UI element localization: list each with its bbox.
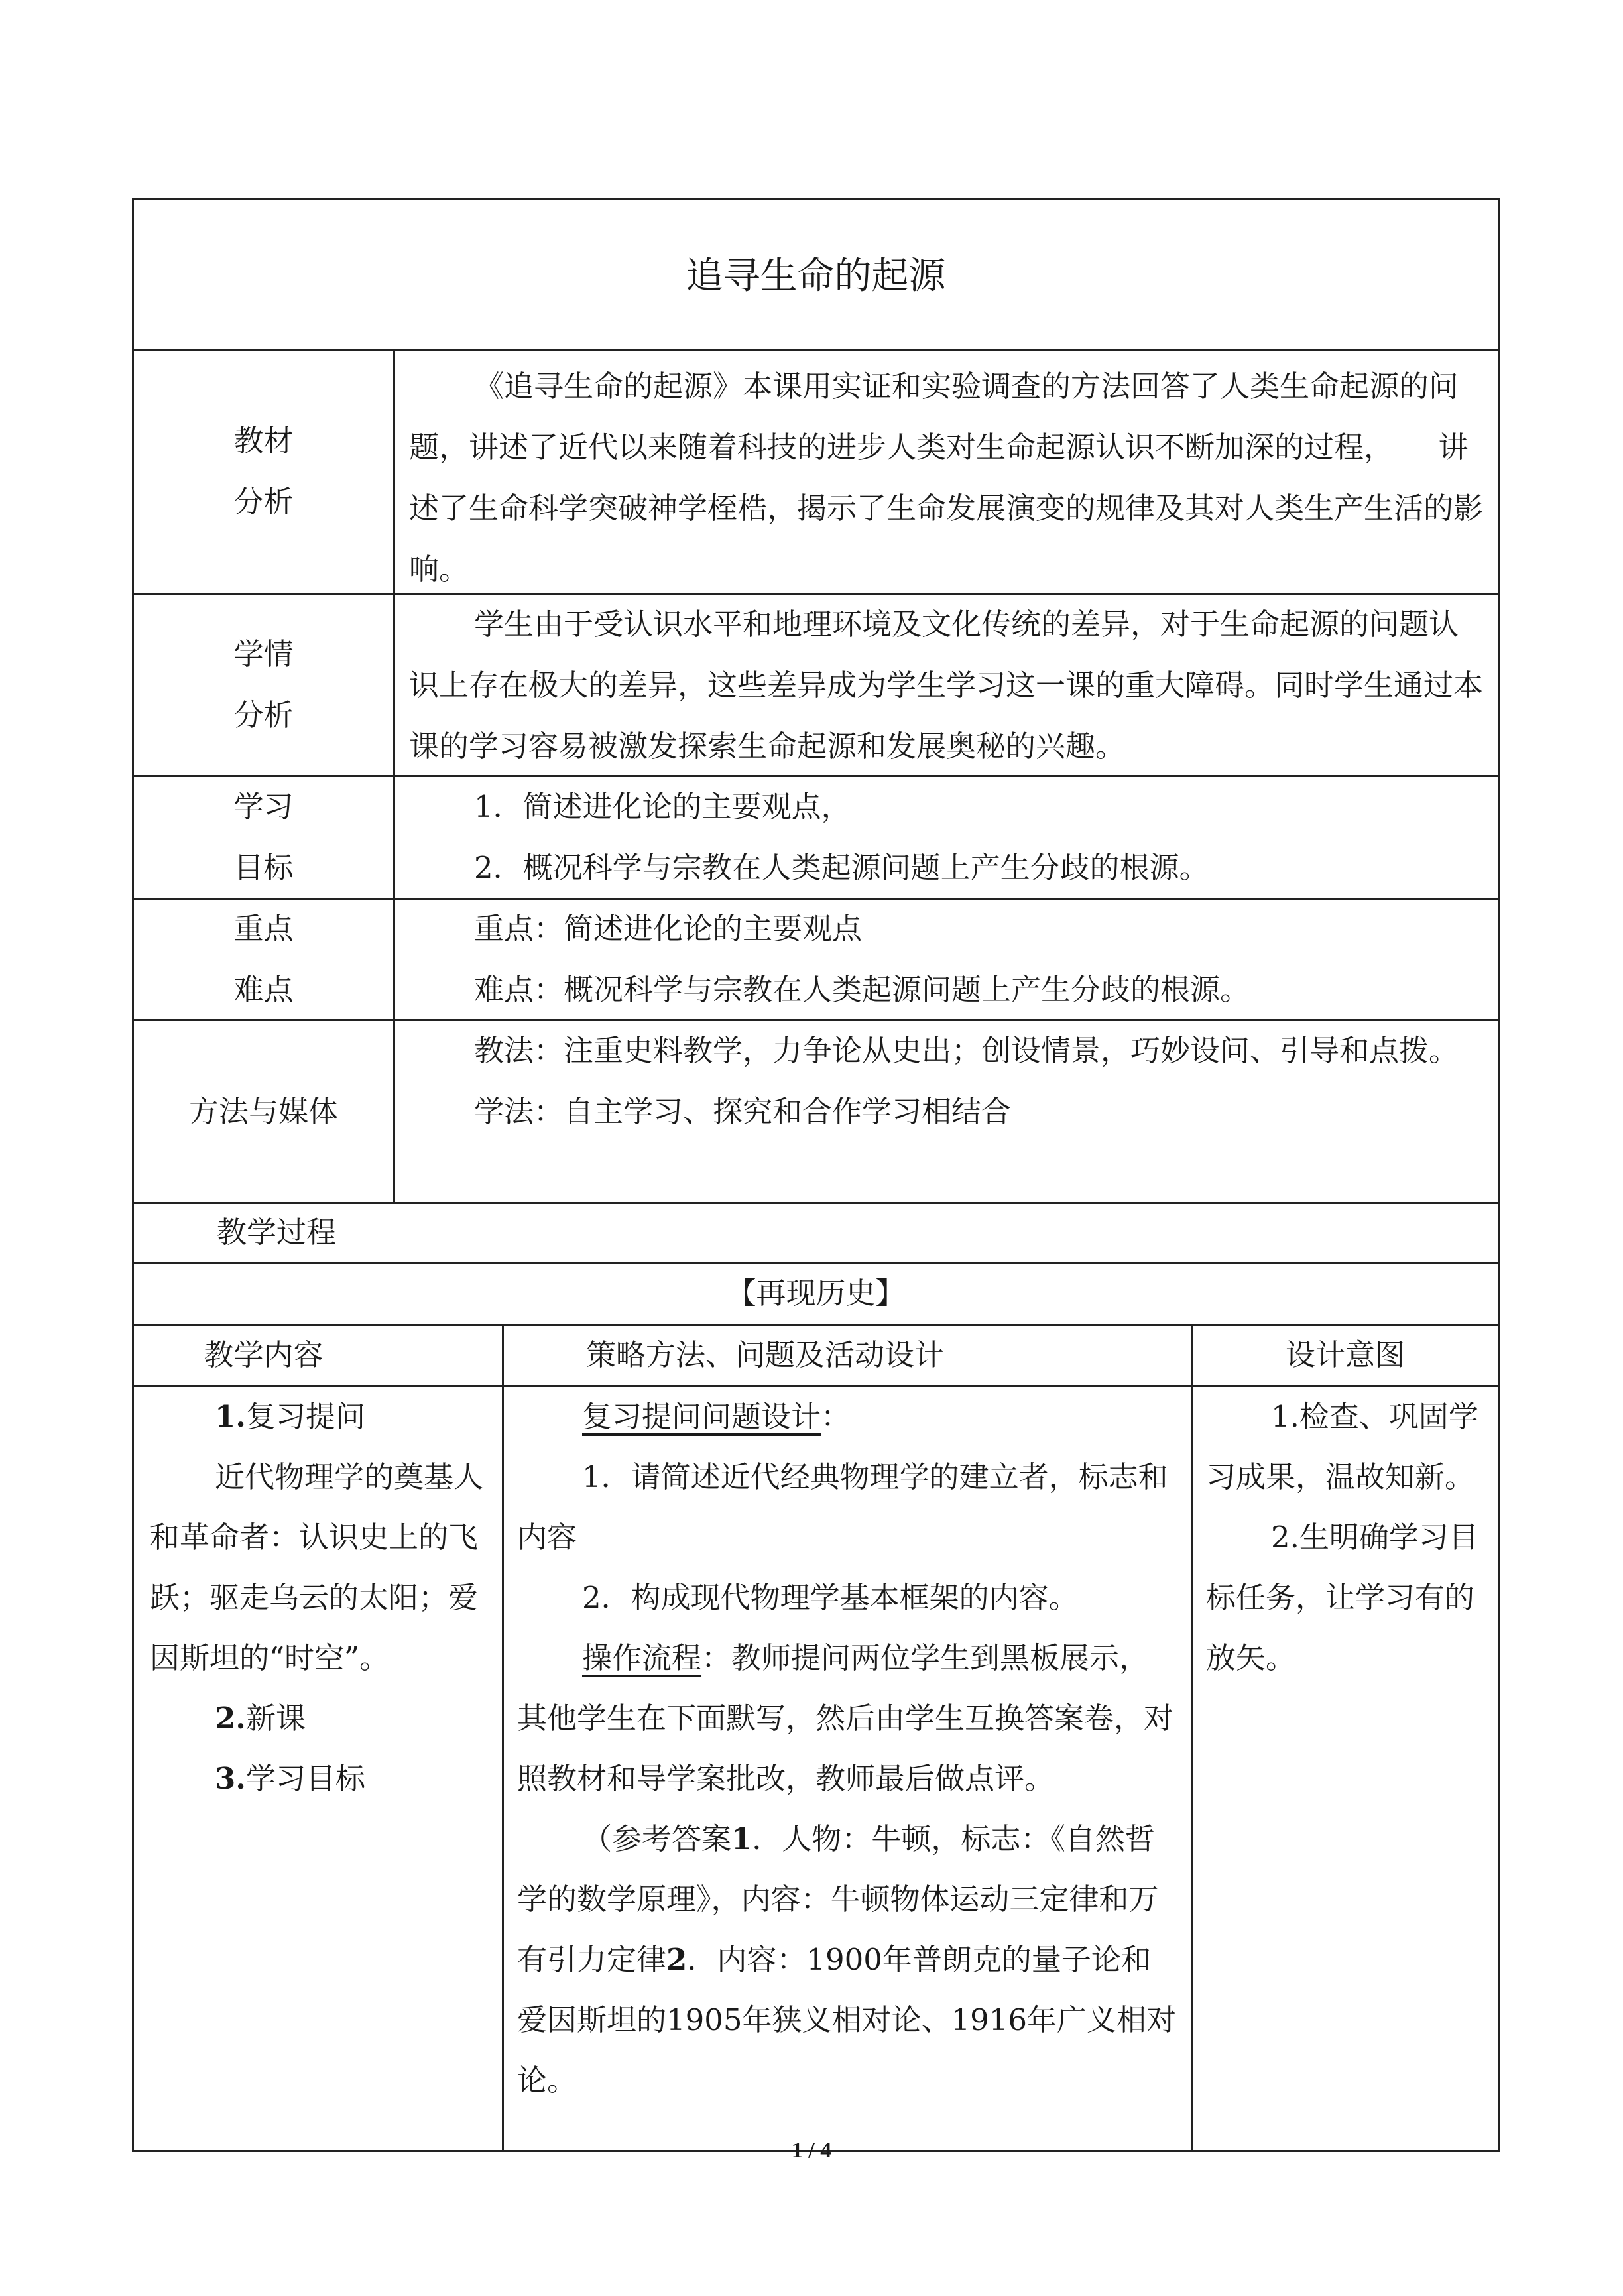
strategy-answer: （参考答案1．人物：牛顿，标志：《自然哲学的数学原理》，内容：牛顿物体运动三定律和万有引力定律2．内容：1900年普朗克的量子论和爱因斯坦的1905年狭义相对论、1916年广义相对论。 xyxy=(517,1821,1177,2098)
key-point: 重点：简述进化论的主要观点 xyxy=(474,911,863,946)
strategy-heading: 复习提问问题设计： xyxy=(582,1399,851,1434)
label-mubiao: 学习 目标 xyxy=(233,789,294,885)
text-zhongdian xyxy=(409,898,1486,1020)
col-divider xyxy=(1191,1324,1193,2150)
strategy-question-1: 1．请简述近代经典物理学的建立者，标志和内容 xyxy=(517,1459,1168,1555)
strategy-question-2: 2．构成现代物理学基本框架的内容。 xyxy=(582,1580,1079,1615)
teaching-method: 教法：注重史料教学，力争论从史出；创设情景，巧妙设问、引导和点拨。 xyxy=(474,1033,1459,1068)
col-header-strategy: 策略方法、问题及活动设计 xyxy=(586,1337,945,1372)
col-header-intent: 设计意图 xyxy=(1285,1337,1405,1372)
process-label: 教学过程 xyxy=(217,1215,337,1250)
col-divider xyxy=(502,1324,504,2150)
text-mubiao xyxy=(409,776,1486,898)
learning-method: 学法：自主学习、探究和合作学习相结合 xyxy=(474,1094,1012,1129)
content-item-1: 1.复习提问 xyxy=(215,1399,365,1434)
col-header-content: 教学内容 xyxy=(204,1337,324,1372)
label-xueqing: 学情 分析 xyxy=(233,636,294,733)
row-divider xyxy=(134,349,1498,351)
label-zhongdian: 重点 难点 xyxy=(233,911,294,1007)
content-item-2: 2.新课 xyxy=(215,1701,306,1736)
intent-1: 1.检查、巩固学习成果，温故知新。 xyxy=(1206,1399,1478,1494)
content-item-1-text: 近代物理学的奠基人和革命者：认识史上的飞跃；驱走乌云的太阳；爱因斯坦的“时空”。 xyxy=(150,1459,484,1675)
intent-2: 2.生明确学习目标任务，让学习有的放矢。 xyxy=(1206,1520,1478,1675)
stage-label: 【再现历史】 xyxy=(726,1276,906,1311)
text-fangfa xyxy=(409,1020,1486,1142)
text-jiaocai: 《追寻生命的起源》本课用实证和实验调查的方法回答了人类生命起源的问题，讲述了近代以来随着科技的进步人类对生命起源认识不断加深的过程， 讲述了生命科学突破神学桎梏，揭示了生命发展演变的规律及其对人类生产生活的影响。 xyxy=(409,369,1484,587)
goal-1: 1．简述进化论的主要观点， xyxy=(474,789,851,824)
content-column xyxy=(150,1386,488,1809)
row-divider xyxy=(134,1202,1498,1204)
content-item-3: 3.学习目标 xyxy=(215,1761,365,1796)
page-title: 追寻生命的起源 xyxy=(686,255,946,298)
label-fangfa: 方法与媒体 xyxy=(188,1094,338,1129)
goal-2: 2．概况科学与宗教在人类起源问题上产生分歧的根源。 xyxy=(474,850,1209,885)
label-jiaocai: 教材 分析 xyxy=(233,423,294,519)
col-divider xyxy=(393,349,395,1204)
strategy-column xyxy=(517,1386,1177,2110)
difficult-point: 难点：概况科学与宗教在人类起源问题上产生分歧的根源。 xyxy=(474,972,1250,1007)
text-xueqing: 学生由于受认识水平和地理环境及文化传统的差异，对于生命起源的问题认识上存在极大的差异，这些差异成为学生学习这一课的重大障碍。同时学生通过本课的学习容易被激发探索生命起源和发展奥秘的兴趣。 xyxy=(409,607,1484,764)
lesson-plan-table xyxy=(132,198,1500,2152)
page-number: 1 / 4 xyxy=(791,2138,832,2163)
strategy-flow: 操作流程：教师提问两位学生到黑板展示，其他学生在下面默写，然后由学生互换答案卷，对照教材和导学案批改，教师最后做点评。 xyxy=(517,1640,1174,1796)
intent-column xyxy=(1206,1386,1491,1688)
